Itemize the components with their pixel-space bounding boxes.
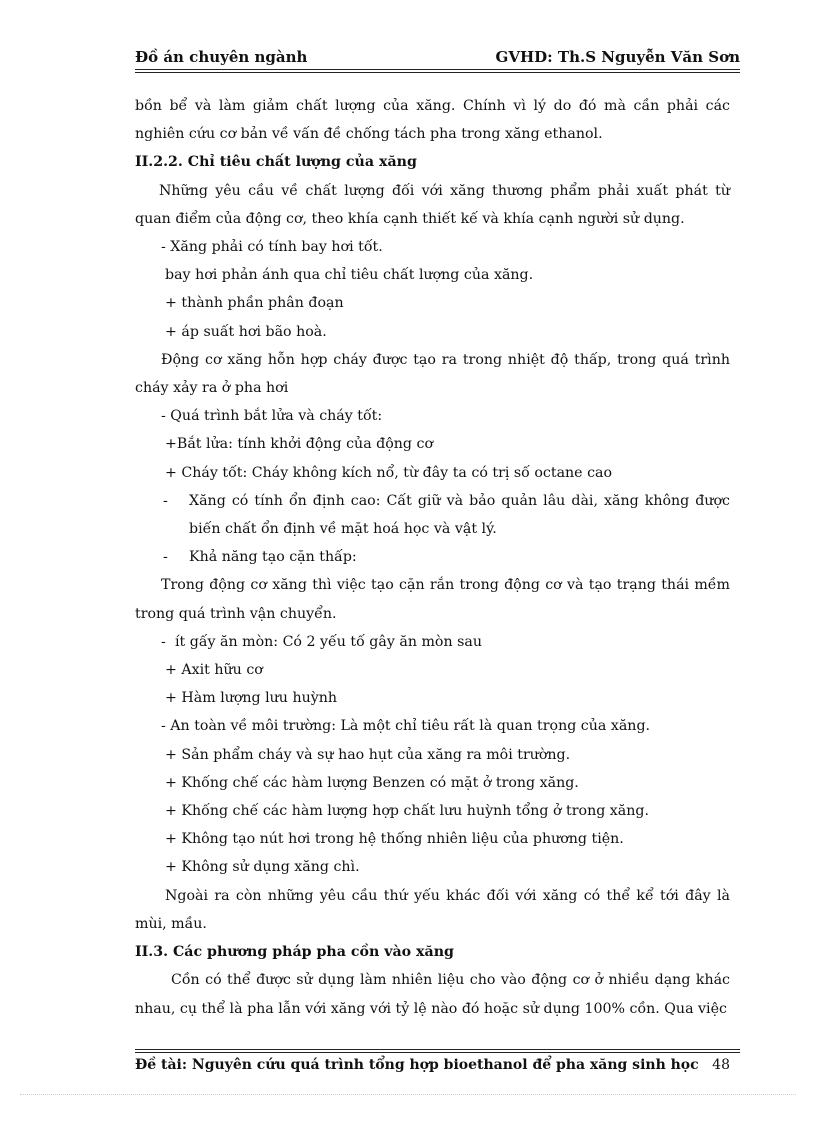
- dash-list-item: [135, 543, 730, 571]
- list-item: + áp suất hơi bão hoà.: [165, 323, 327, 340]
- paragraph: Động cơ xăng hỗn hợp cháy được tạo ra trong nhiệt độ thấp, trong quá trình cháy xảy ra ở pha hơi: [135, 351, 730, 397]
- list-dash: -: [161, 633, 166, 650]
- list-item-text: ít gấy ăn mòn: Có 2 yếu tố gây ăn mòn sau: [175, 633, 482, 650]
- section-heading: II.3. Các phương pháp pha cồn vào xăng: [135, 944, 454, 961]
- paragraph: Trong động cơ xăng thì việc tạo cặn rắn trong động cơ và tạo trạng thái mềm trong quá trình vận chuyển.: [135, 577, 730, 622]
- list-item: + Axit hữu cơ: [165, 662, 263, 679]
- list-item: + thành phần phân đoạn: [165, 295, 344, 312]
- list-dash: -: [163, 549, 168, 566]
- paragraph: Cồn có thể được sử dụng làm nhiên liệu cho vào động cơ ở nhiều dạng khác nhau, cụ thể là pha lẫn với xăng với tỷ lệ nào đó hoặc sử dụng 100% cồn. Qua việc: [135, 972, 730, 1017]
- list-item: + Khống chế các hàm lượng hợp chất lưu huỳnh tổng ở trong xăng.: [165, 803, 649, 820]
- section-heading: II.2.2. Chỉ tiêu chất lượng của xăng: [135, 154, 417, 171]
- header-rule: [135, 69, 740, 70]
- list-item: - An toàn về môi trường: Là một chỉ tiêu rất là quan trọng của xăng.: [161, 718, 651, 735]
- page-footer: [135, 1057, 740, 1077]
- header-supervisor: GVHD: Th.S Nguyễn Văn Sơn: [495, 48, 740, 66]
- list-item: - Quá trình bắt lửa và cháy tốt:: [161, 408, 383, 425]
- paragraph: bồn bể và làm giảm chất lượng của xăng. Chính vì lý do đó mà cần phải các nghiên cứu cơ bản về vấn đề chống tách pha trong xăng ethanol.: [135, 98, 730, 143]
- dash-list-item: [135, 487, 730, 543]
- list-item: + Khống chế các hàm lượng Benzen có mặt ở trong xăng.: [165, 774, 579, 791]
- footer-rule-2: [135, 1052, 740, 1053]
- list-item: +Bắt lửa: tính khởi động của động cơ: [165, 436, 433, 453]
- paragraph: Những yêu cầu về chất lượng đối với xăng thương phẩm phải xuất phát từ quan điểm của động cơ, theo khía cạnh thiết kế và khía cạnh người sử dụng.: [135, 182, 730, 227]
- paragraph: Ngoài ra còn những yêu cầu thứ yếu khác đối với xăng có thể kể tới đây là mùi, mầu.: [135, 887, 730, 932]
- list-item: + Không sử dụng xăng chì.: [165, 859, 360, 876]
- page-number: 48: [712, 1057, 730, 1073]
- list-item: + Sản phẩm cháy và sự hao hụt của xăng ra môi trường.: [165, 746, 571, 763]
- list-item: + Cháy tốt: Cháy không kích nổ, từ đây ta có trị số octane cao: [165, 464, 613, 481]
- header-rule-2: [135, 72, 740, 73]
- footer-thesis-title: Đề tài: Nguyên cứu quá trình tổng hợp bioethanol để pha xăng sinh học: [135, 1057, 699, 1073]
- list-item-text: Khả năng tạo cặn thấp:: [189, 549, 357, 566]
- list-item: bay hơi phản ánh qua chỉ tiêu chất lượng của xăng.: [165, 267, 534, 284]
- list-item: + Không tạo nút hơi trong hệ thống nhiên liệu của phương tiện.: [165, 831, 624, 848]
- header-course-title: Đồ án chuyên ngành: [135, 48, 308, 66]
- list-dash: -: [163, 492, 168, 509]
- list-item: - Xăng phải có tính bay hơi tốt.: [161, 239, 383, 256]
- list-item: + Hàm lượng lưu huỳnh: [165, 690, 338, 707]
- list-item-text: Xăng có tính ổn định cao: Cất giữ và bảo quản lâu dài, xăng không được biến chất ổn định về mặt hoá học và vật lý.: [189, 492, 730, 538]
- document-body: [135, 92, 730, 1023]
- page-edge-divider: [20, 1094, 796, 1095]
- dash-list-item: [135, 628, 730, 656]
- footer-rule: [135, 1049, 740, 1050]
